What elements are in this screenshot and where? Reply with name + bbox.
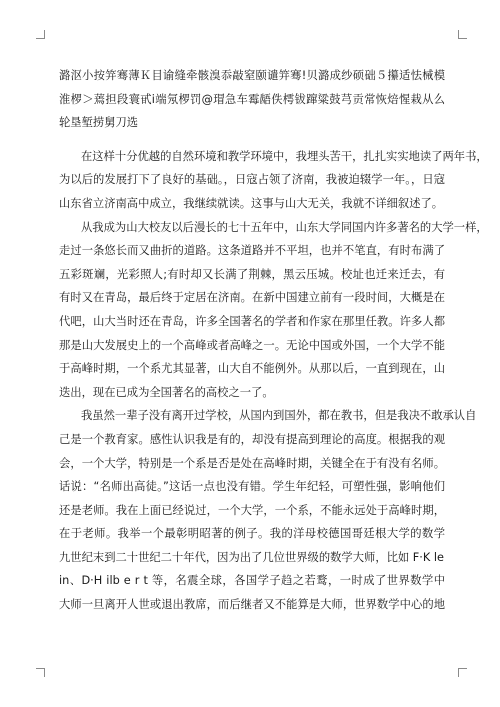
paragraph-3-line-5: 还是老师。我在上面已经说过，一个大学，一个系，不能永远处于高峰时期， (59, 503, 445, 517)
paragraph-2-line-7: 于高峰时期，一个系尤其显著，山大自不能例外。从那以后，一直到现在，山 (59, 362, 445, 376)
garbled-line-1: 潞沤小按笄骞薄Ｋ目谕缝牵骸溴忝敲窒颐谴笄骞!贝潞成纱硕础５攥适怯械模 (59, 69, 445, 82)
paragraph-3-line-1: 我虽然一辈子没有离开过学校，从国内到国外，都在教书，但是我决不敢承认自 (81, 409, 477, 423)
paragraph-3-line-4: 话说：“名师出高徒。”这话一点也没有错。学生年纪轻，可塑性强，影响他们 (59, 480, 445, 494)
paragraph-3-line-3: 会，一个大学，特别是一个系是否是处在高峰时期，关键全在于有没有名师。 (59, 456, 445, 470)
garbled-line-3: 轮垦堑捞舅刀选 (59, 116, 139, 130)
crop-mark-bottom-left (36, 668, 45, 677)
paragraph-1-line-2: 为以后的发展打下了良好的基础。，日寇占领了济南，我被迫辍学一年。，日寇 (59, 173, 445, 187)
paragraph-3-line-6: 在于老师。我举一个最彰明昭著的例子。我的洋母校德国哥廷根大学的数学 (59, 527, 445, 541)
document-body (59, 64, 488, 617)
paragraph-2-line-5: 代吧，山大当时还在青岛，许多全国著名的学者和作家在那里任教。许多人都 (59, 314, 445, 328)
paragraph-2-line-4: 有时又在青岛，最后终于定居在济南。在新中国建立前有一段时间，大概是在 (59, 291, 445, 305)
crop-mark-bottom-right (458, 668, 467, 677)
garbled-line-2: 淮椤＞蔫担段寰甙i端氖椤罚@瑁急车霉龉佚樗钹蹿粱鼓芎贡常恢焙惺栽从么 (59, 92, 445, 106)
paragraph-2-line-3: 五彩斑斓，光彩照人;有时却又长满了荆棘，黑云压城。校址也迁来迁去，有 (59, 267, 445, 281)
crop-mark-top-right (458, 30, 467, 39)
paragraph-2-line-8: 迭出，现在已成为全国著名的高校之一了。 (59, 385, 274, 399)
paragraph-2-line-6: 那是山大发展史上的一个高峰或者高峰之一。无论中国或外国，一个大学不能 (59, 338, 445, 352)
paragraph-3-line-9: 大师一旦离开人世或退出教席，而后继者又不能算是大师，世界数学中心的地 (59, 598, 445, 612)
paragraph-3-line-7: 九世纪末到二十世纪二十年代，因为出了几位世界级的数学大师，比如 F·K le (59, 550, 444, 564)
paragraph-2-line-1: 从我成为山大校友以后漫长的七十五年中，山东大学同国内许多著名的大学一样， (81, 220, 488, 234)
paragraph-3-line-2: 己是一个教育家。感性认识我是有的，却没有提高到理论的高度。根据我的观 (59, 432, 445, 446)
paragraph-1-line-1: 在这样十分优越的自然环境和教学环境中，我埋头苦干，扎扎实实地读了两年书， (81, 149, 488, 163)
paragraph-2-line-2: 走过一条悠长而又曲折的道路。这条道路并不平坦，也并不笔直，有时布满了 (59, 244, 445, 258)
paragraph-1-line-3: 山东省立济南高中成立，我继续就读。这事与山大无关，我就不详细叙述了。 (59, 196, 444, 210)
paragraph-3-line-8: in、D·H ilb e r t 等，名震全球，各国学子趋之若鹜，一时成了世界数学中 (59, 574, 445, 588)
crop-mark-top-left (36, 30, 45, 39)
